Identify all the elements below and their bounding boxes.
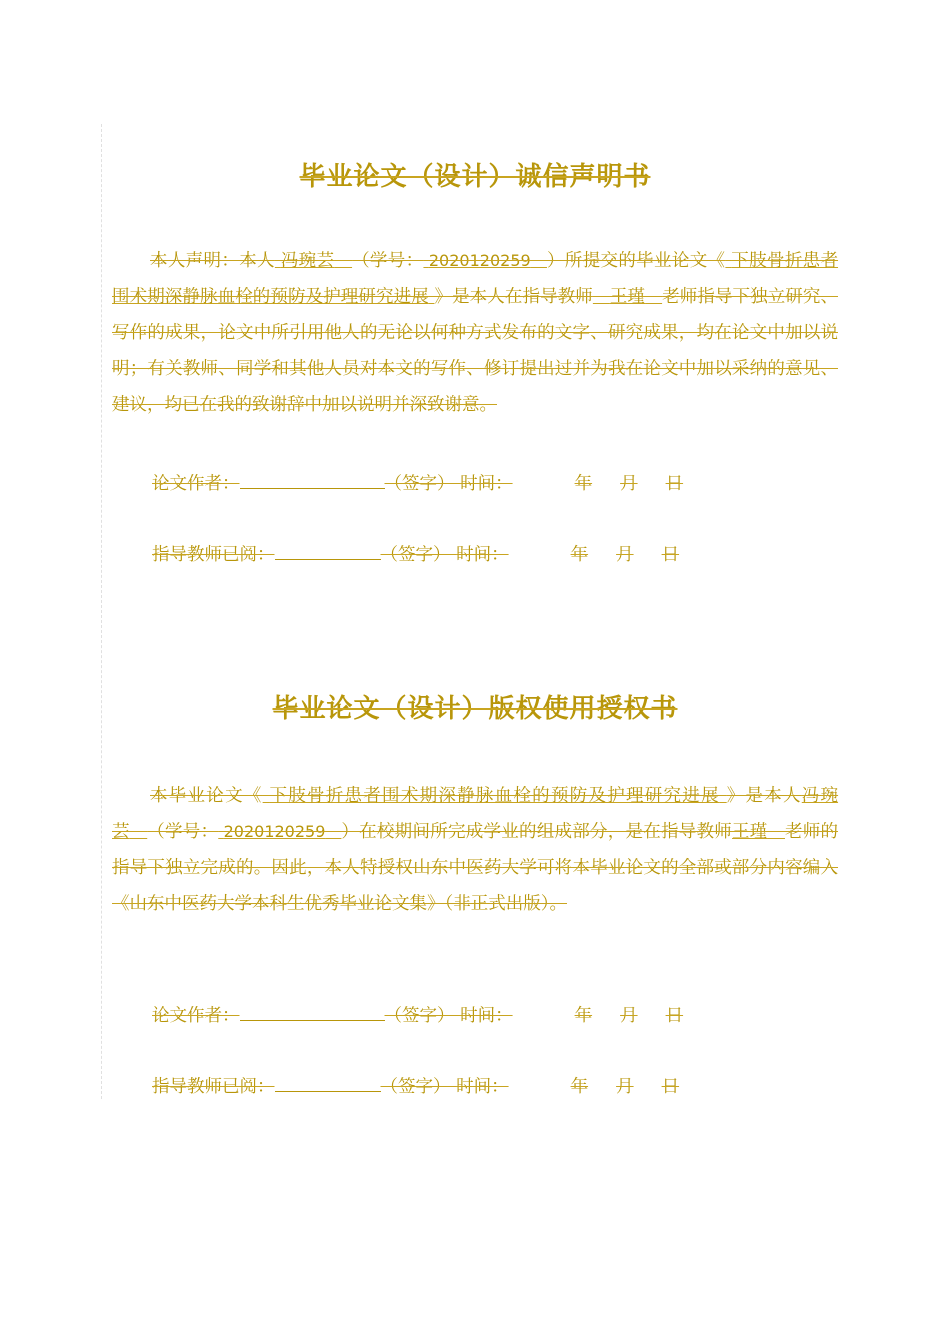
author-name: 冯琬芸 <box>112 786 839 842</box>
sign-note: （签字） <box>380 545 451 565</box>
year: 年 <box>574 474 593 494</box>
sign-note: （签字） <box>384 1006 455 1026</box>
sign-note: （签字） <box>380 1077 451 1097</box>
text: 老师的指导下独立完成的。因此，本人特授权山东中医药大学可将本毕业论文的全部或部分内容编入《山东中医药大学本科生优秀毕业论文集》（非正式出版）。 <box>112 822 839 914</box>
day: 日 <box>661 545 680 565</box>
integrity-paragraph <box>112 243 838 423</box>
integrity-author-signature-line <box>152 470 683 495</box>
text: （学号： <box>352 251 424 271</box>
text: 本人声明：本人 <box>150 251 275 271</box>
copyright-author-signature-line <box>152 1002 683 1027</box>
sign-note: （签字） <box>384 474 455 494</box>
text: 老师指导下独立研究、写作的成果，论文中所引用他人的无论以何种方式发布的文字、研究成果，均在论文中加以说明；有关教师、同学和其他人员对本文的写作、修订提出过并为我在论文中加以采纳的意见、建议，均已在我的致谢辞中加以说明并深致谢意。 <box>112 287 838 415</box>
year: 年 <box>570 545 589 565</box>
integrity-advisor-signature-line <box>152 541 679 566</box>
advisor-name: 王瑾 <box>609 287 646 307</box>
text: 》是本人在指导教师 <box>434 287 593 307</box>
label: 论文作者： <box>152 474 240 494</box>
text: ）在校期间所完成学业的组成部分，是在指导教师 <box>341 822 733 842</box>
signature-blank <box>275 558 381 560</box>
student-id: 2020120259 <box>223 822 326 841</box>
day: 日 <box>661 1077 680 1097</box>
text: （学号： <box>147 822 219 842</box>
month: 月 <box>616 1077 634 1097</box>
student-id: 2020120259 <box>428 251 531 270</box>
author-name: 冯琬芸 <box>280 251 335 271</box>
day: 日 <box>665 474 684 494</box>
copyright-advisor-signature-line <box>152 1073 679 1098</box>
copyright-paragraph <box>112 778 838 922</box>
time-label: 时间： <box>460 474 513 494</box>
signature-blank <box>240 487 385 489</box>
label: 指导教师已阅： <box>152 1077 275 1097</box>
label: 指导教师已阅： <box>152 545 275 565</box>
time-label: 时间： <box>456 545 509 565</box>
signature-blank <box>240 1019 385 1021</box>
month: 月 <box>620 1006 638 1026</box>
label: 论文作者： <box>152 1006 240 1026</box>
day: 日 <box>665 1006 684 1026</box>
time-label: 时间： <box>460 1006 513 1026</box>
thesis-title: 下肢骨折患者围术期深静脉血栓的预防及护理研究进展 <box>112 251 839 307</box>
text: 本毕业论文《 <box>150 786 263 806</box>
text: 》是本人 <box>726 786 802 806</box>
advisor-name: 王瑾 <box>732 822 768 842</box>
copyright-title: 毕业论文（设计）版权使用授权书 <box>272 694 678 724</box>
signature-blank <box>275 1090 381 1092</box>
year: 年 <box>570 1077 589 1097</box>
year: 年 <box>574 1006 593 1026</box>
text: ）所提交的毕业论文《 <box>546 251 726 271</box>
month: 月 <box>620 474 638 494</box>
integrity-title: 毕业论文（设计）诚信声明书 <box>299 162 651 192</box>
margin-line <box>101 124 102 1099</box>
thesis-title: 下肢骨折患者围术期深静脉血栓的预防及护理研究进展 <box>269 786 720 806</box>
time-label: 时间： <box>456 1077 509 1097</box>
month: 月 <box>616 545 634 565</box>
